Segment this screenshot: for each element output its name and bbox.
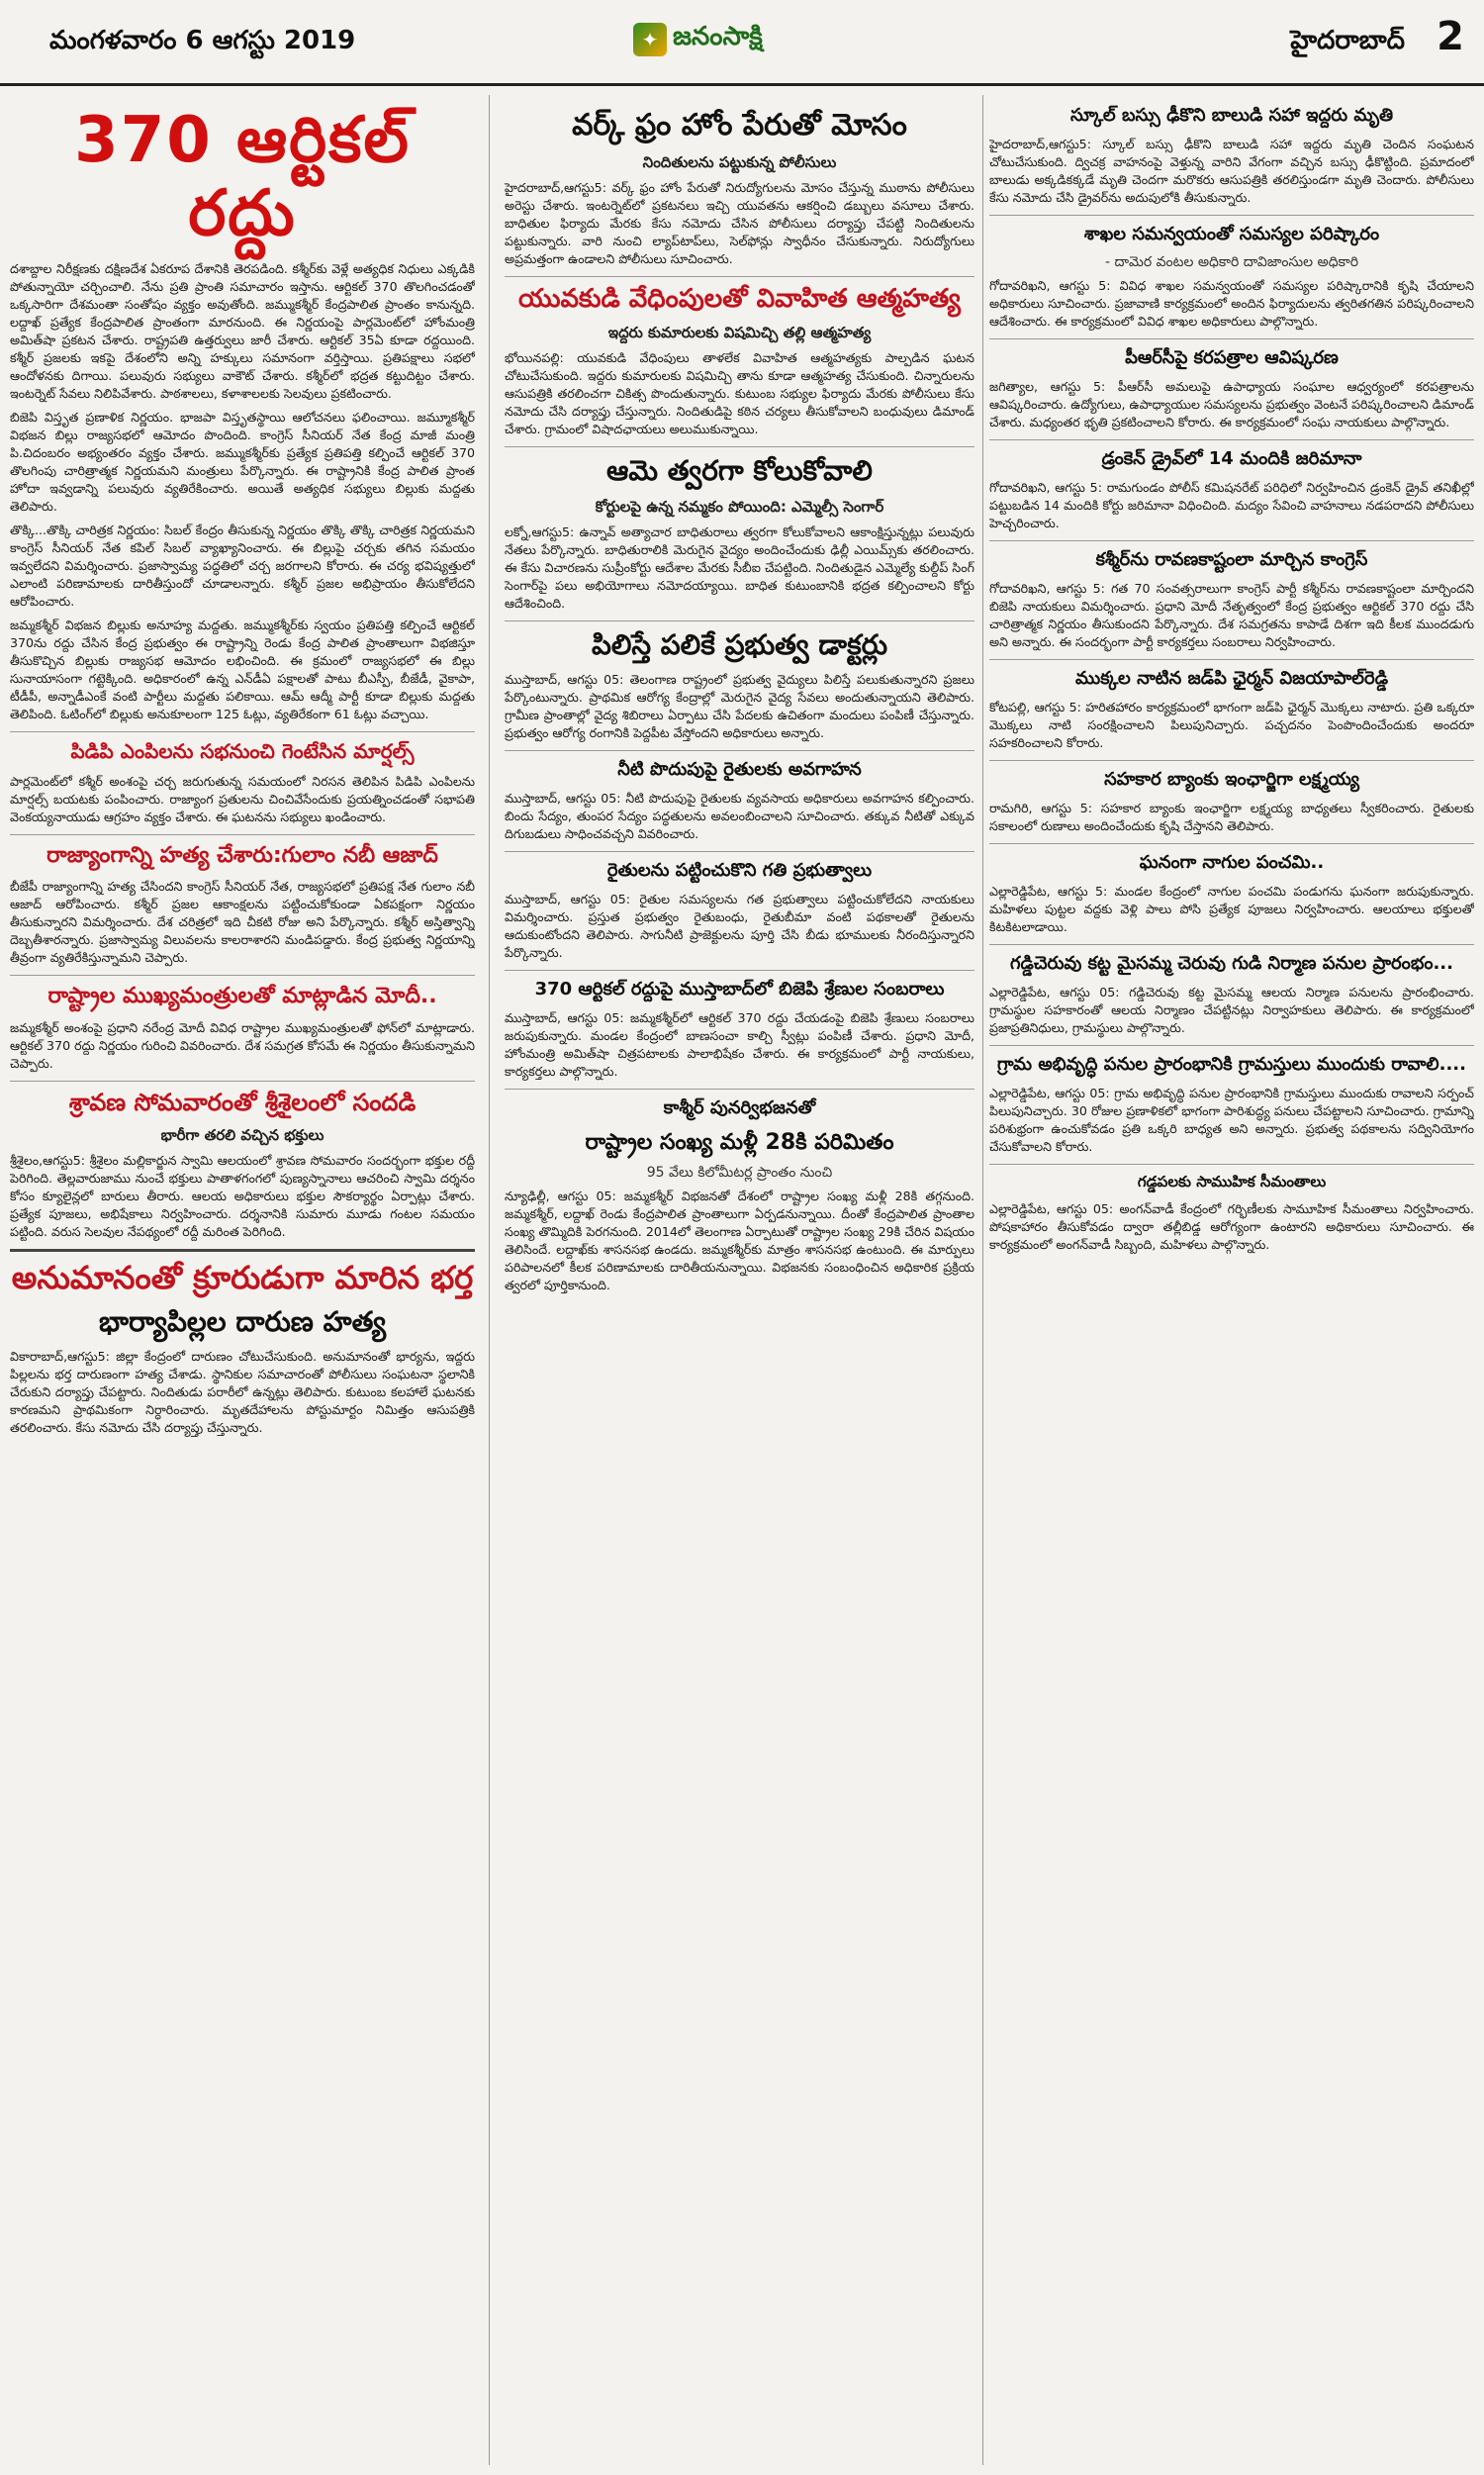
lead-headline: 370 ఆర్టికల్‌ రద్దు	[74, 104, 411, 250]
newspaper-logo	[633, 18, 763, 61]
article-body: హైదరాబాద్‌,ఆగస్టు5: వర్క్‌ ఫ్రం హోం పేరుతో నిరుద్యోగులను మోసం చేస్తున్న ముఠాను పోలీసులు అరెస్టు చేశారు. ఇంటర్నెట్‌లో ప్రకటనలు ఇచ్చి యువతను ఆకర్షించి డబ్బులు వసూలు చేశారు. బాధితుల ఫిర్యాదు మేరకు కేసు నమోదు చేసిన పోలీసులు దర్యాప్తు చేపట్టి నిందితులను పట్టుకున్నారు. వారి నుంచి ల్యాప్‌టాప్‌లు, సెల్‌ఫోన్లు స్వాధీనం చేసుకున్నారు. నిరుద్యోగులు అప్రమత్తంగా ఉండాలని పోలీసులు సూచించారు.	[505, 179, 974, 266]
divider	[505, 970, 974, 971]
column-3	[989, 95, 1474, 2465]
article-body: భోయినపల్లి: యువకుడి వేధింపులు తాళలేక వివాహిత ఆత్మహత్యకు పాల్పడిన ఘటన చోటుచేసుకుంది. ఇద్దరు కుమారులకు విషమిచ్చి తాను కూడా ఆత్మహత్య చేసుకుంది. చిన్నారులను ఆసుపత్రికి తరలించగా చికిత్స పొందుతున్నారు. కుటుంబ సభ్యుల ఫిర్యాదు మేరకు పోలీసులు కేసు నమోదు చేసి దర్యాప్తు చేస్తున్నారు. నిందితుడిపై కఠిన చర్యలు తీసుకోవాలని బంధువులు డిమాండ్‌ చేశారు. గ్రామంలో విషాదఛాయలు అలుముకున్నాయి.	[505, 350, 974, 437]
divider	[989, 439, 1474, 440]
divider	[10, 731, 475, 732]
article-headline: డ్రంకెన్‌ డ్రైవ్‌లో 14 మందికి జరిమానా	[1101, 448, 1362, 469]
article-body: గోదావరిఖని, ఆగస్టు 5: వివిధ శాఖల సమన్వయంతో సమస్యల పరిష్కారానికి కృషి చేయాలని అధికారులు సూచించారు. ప్రజావాణి కార్యక్రమంలో అందిన ఫిర్యాదులను త్వరితగతిన పరిష్కరించాలని ఆదేశించారు. ఈ కార్యక్రమంలో వివిధ శాఖల అధికారులు పాల్గొన్నారు.	[989, 278, 1474, 329]
article-headline: పిడిపి ఎంపిలను సభనుంచి గెంటేసిన మార్షల్స్‌	[70, 739, 415, 764]
article-body: ముస్తాబాద్‌, ఆగస్టు 05: రైతుల సమస్యలను గత ప్రభుత్వాలు పట్టించుకోలేదని నాయకులు విమర్శించారు. ప్రస్తుత ప్రభుత్వం రైతుబంధు, రైతుబీమా వంటి పథకాలతో రైతులను ఆదుకుంటోందని తెలిపారు. సాగునీటి ప్రాజెక్టులను పూర్తి చేసి బీడు భూములకు నీరందిస్తున్నారని పేర్కొన్నారు.	[505, 891, 974, 960]
article-headline: 370 ఆర్టికల్‌ రద్దుపై ముస్తాబాద్‌లో బిజెపి శ్రేణుల సంబరాలు	[534, 978, 945, 1000]
logo-text: జనంసాక్షి	[673, 22, 763, 51]
column-divider	[489, 95, 490, 2465]
divider	[505, 1089, 974, 1090]
article-headline: అనుమానంతో క్రూరుడుగా మారిన భర్త	[11, 1259, 474, 1297]
article-headline: స్కూల్‌ బస్సు ఢీకొని బాలుడి సహా ఇద్దరు మృతి	[1069, 105, 1394, 126]
article-headline: రాష్ట్రాల ముఖ్యమంత్రులతో మాట్లాడిన మోదీ..	[47, 984, 437, 1009]
article-headline: గడ్డపలకు సాముహిక సీమంతాలు	[1137, 1173, 1327, 1190]
article-headline: శాఖల సమన్వయంతో సమస్యల పరిష్కారం	[1083, 224, 1380, 244]
article-body: జమ్మకశ్మీర్‌ అంశంపై ప్రధాని నరేంద్ర మోదీ వివిధ రాష్ట్రాల ముఖ్యమంత్రులతో ఫోన్‌లో మాట్లాడారు. ఆర్టికల్‌ 370 రద్దు నిర్ణయం గురించి వివరించారు. దేశ సమగ్రత కోసమే ఈ నిర్ణయం తీసుకున్నామని చెప్పారు.	[10, 1019, 475, 1071]
divider	[989, 1164, 1474, 1165]
article-headline: గ్రామ అభివృద్ధి పనుల ప్రారంభానికి గ్రామస్తులు ముందుకు రావాలి....	[997, 1054, 1466, 1075]
article-subheadline: ఇద్దరు కుమారులకు విషమిచ్చి తల్లి ఆత్మహత్య	[607, 324, 872, 342]
article-headline: సహకార బ్యాంకు ఇంఛార్జిగా లక్ష్మయ్య	[1104, 769, 1359, 790]
article-body: వికారాబాద్‌,ఆగస్టు5: జిల్లా కేంద్రంలో దారుణం చోటుచేసుకుంది. అనుమానంతో భార్యను, ఇద్దరు పిల్లలను భర్త దారుణంగా హత్య చేశాడు. స్థానికుల సమాచారంతో పోలీసులు సంఘటనా స్థలానికి చేరుకుని దర్యాప్తు చేపట్టారు. నిందితుడు పరారీలో ఉన్నట్లు తెలిపారు. కుటుంబ కలహాలే ఘటనకు కారణమని ప్రాథమికంగా నిర్ధారించారు. మృతదేహాలను పోస్టుమార్టం నిమిత్తం ఆసుపత్రికి తరలించారు. కేసు నమోదు చేసి దర్యాప్తు చేస్తున్నారు.	[10, 1349, 475, 1436]
article-body: ఎల్లారెడ్డిపేట, ఆగస్టు 05: అంగన్‌వాడీ కేంద్రంలో గర్భిణీలకు సామూహిక సీమంతాలు నిర్వహించారు. పోషకాహారం తీసుకోవడం ద్వారా తల్లీబిడ్డ ఆరోగ్యంగా ఉంటారని అధికారులు సూచించారు. ఈ కార్యక్రమంలో అంగన్‌వాడీ సిబ్బంది, మహిళలు పాల్గొన్నారు.	[989, 1201, 1474, 1252]
article-headline: పీఆర్‌సీపై కరపత్రాల ఆవిష్కరణ	[1125, 347, 1339, 368]
article-headline: వర్క్‌ ఫ్రం హోం పేరుతో మోసం	[572, 108, 907, 143]
article-headline: కాశ్మీర్‌ పునర్విభజనతో	[663, 1096, 816, 1118]
article-body: న్యూఢిల్లీ, ఆగస్టు 05: జమ్మకశ్మీర్‌ విభజనతో దేశంలో రాష్ట్రాల సంఖ్య మళ్లీ 28కి తగ్గనుంది. జమ్మకశ్మీర్‌, లద్దాఖ్‌ రెండు కేంద్రపాలిత ప్రాంతాలుగా ఏర్పడనున్నాయి. దీంతో కేంద్రపాలిత ప్రాంతాల సంఖ్య తొమ్మిదికి పెరగనుంది. 2014లో తెలంగాణ ఏర్పాటుతో రాష్ట్రాల సంఖ్య 29కి చేరిన విషయం తెలిసిందే. లద్దాఖ్‌కు శాసనసభ ఉండదు. జమ్మకశ్మీర్‌కు మాత్రం శాసనసభ ఉంటుంది. ఈ మార్పులు పరిపాలనలో కీలక పరిణామాలకు దారితీయనున్నాయి. విభజనకు సంబంధించిన అధికారిక ప్రక్రియ త్వరలో పూర్తికానుంది.	[505, 1189, 974, 1293]
article-headline: ఆమె త్వరగా కోలుకోవాలి	[606, 454, 873, 488]
article-body: లక్నో,ఆగస్టు5: ఉన్నావ్‌ అత్యాచార బాధితురాలు త్వరగా కోలుకోవాలని ఆకాంక్షిస్తున్నట్లు పలువురు నేతలు పేర్కొన్నారు. బాధితురాలికి మెరుగైన వైద్యం అందించేందుకు ఢిల్లీ ఎయిమ్స్‌కు తరలించారు. ఈ కేసు విచారణను సుప్రీంకోర్టు ఆదేశాల మేరకు సీబీఐ చేపట్టింది. నిందితుడైన ఎమ్మెల్యే కుల్దీప్‌ సింగ్‌ సెంగార్‌పై పలు అభియోగాలు నమోదయ్యాయి. బాధిత కుటుంబానికి భద్రత కల్పించాలని కోర్టు ఆదేశించింది.	[505, 524, 974, 611]
article-subheadline: భార్యాపిల్లల దారుణ హత్య	[98, 1305, 387, 1339]
divider	[10, 1081, 475, 1082]
divider	[989, 1045, 1474, 1046]
article-body: బిజెపి విస్తృత ప్రణాళిక నిర్ణయం. భాజపా విస్తృతస్థాయి ఆలోచనలు ఫలించాయి. జమ్మూకశ్మీర్‌ విభజన బిల్లు రాజ్యసభలో ఆమోదం పొందింది. కాంగ్రెస్‌ సీనియర్‌ నేత కేంద్ర మాజీ మంత్రి పి.చిదంబరం అభ్యంతరం వ్యక్తం చేశారు. జమ్ముకశ్మీర్‌కు ప్రత్యేక ప్రతిపత్తి కల్పించే ఆర్టికల్‌ 370 తొలగింపు చారిత్రాత్మక నిర్ణయమని మంత్రులు పేర్కొన్నారు. ఈ రాష్ట్రానికి కేంద్ర పాలిత ప్రాంత హోదా ఇవ్వడాన్ని పలువురు వ్యతిరేకించారు. అయితే అత్యధిక సభ్యులు బిల్లుకు మద్దతు తెలిపారు.	[10, 410, 475, 515]
divider	[989, 843, 1474, 844]
article-body: ముస్తాబాద్‌, ఆగస్టు 05: నీటి పొదుపుపై రైతులకు వ్యవసాయ అధికారులు అవగాహన కల్పించారు. బిందు సేద్యం, తుంపర సేద్యం పద్ధతులను అవలంబించాలని సూచించారు. తక్కువ నీటితో ఎక్కువ దిగుబడులు సాధించవచ్చని వివరించారు.	[505, 790, 974, 841]
article-headline: రైతులను పట్టించుకొని గతి ప్రభుత్వాలు	[606, 859, 873, 881]
article-subheadline: భారీగా తరలి వచ్చిన భక్తులు	[160, 1126, 325, 1145]
article-body: గోదావరిఖని, ఆగస్టు 5: గత 70 సంవత్సరాలుగా కాంగ్రెస్‌ పార్టీ కశ్మీర్‌ను రావణకాష్టంలా మార్చిందని బిజెపి నాయకులు విమర్శించారు. ప్రధాని మోదీ నేతృత్వంలో కేంద్ర ప్రభుత్వం ఆర్టికల్‌ 370 రద్దు చేసి చారిత్రాత్మక నిర్ణయం తీసుకుందని పేర్కొన్నారు. దేశ సమగ్రతను కాపాడే దిశగా ఇది కీలక ముందడుగు అని అన్నారు. ఈ సందర్భంగా పార్టీ కార్యకర్తలు సంబరాలు నిర్వహించారు.	[989, 581, 1474, 649]
article-body: జగిత్యాల, ఆగస్టు 5: పీఆర్‌సీ అమలుపై ఉపాధ్యాయ సంఘాల ఆధ్వర్యంలో కరపత్రాలను ఆవిష్కరించారు. ఉద్యోగులు, ఉపాధ్యాయుల సమస్యలను ప్రభుత్వం వెంటనే పరిష్కరించాలని డిమాండ్‌ చేశారు. మధ్యంతర భృతి ప్రకటించాలని కోరారు. ఈ కార్యక్రమంలో సంఘ నాయకులు పాల్గొన్నారు.	[989, 379, 1474, 429]
divider	[989, 215, 1474, 216]
article-headline: గడ్డిచెరువు కట్ట మైసమ్మ చెరువు గుడి నిర్మాణ పనుల ప్రారంభం...	[1010, 953, 1453, 974]
article-body: హైదరాబాద్‌,ఆగస్టు5: స్కూల్‌ బస్సు ఢీకొని బాలుడి సహా ఇద్దరు మృతి చెందిన సంఘటన చోటుచేసుకుంది. ద్విచక్ర వాహనంపై వెళ్తున్న వారిని వేగంగా వచ్చిన బస్సు ఢీకొట్టింది. ప్రమాదంలో బాలుడు అక్కడికక్కడే మృతి చెందగా మరొకరు ఆసుపత్రికి తరలిస్తుండగా మృతి చెందారు. పోలీసులు కేసు నమోదు చేసి డ్రైవర్‌ను అదుపులోకి తీసుకున్నారు.	[989, 137, 1474, 205]
column-2	[505, 95, 974, 2465]
article-body: ముస్తాబాద్‌, ఆగస్టు 05: జమ్మకశ్మీర్‌లో ఆర్టికల్‌ 370 రద్దు చేయడంపై బిజెపి శ్రేణులు సంబరాలు జరుపుకున్నారు. మండల కేంద్రంలో బాణసంచా కాల్చి స్వీట్లు పంపిణీ చేశారు. ప్రధాని మోదీ, హోంమంత్రి అమిత్‌షా చిత్రపటాలకు పాలాభిషేకం చేశారు. ఈ కార్యక్రమంలో పార్టీ నాయకులు, కార్యకర్తలు పాల్గొన్నారు.	[505, 1009, 974, 1079]
divider	[10, 1249, 475, 1252]
article-body: తొక్కి...తొక్కి చారిత్రక నిర్ణయం: సిబల్‌ కేంద్రం తీసుకున్న నిర్ణయం తొక్కి తొక్కి చారిత్రక నిర్ణయమని కాంగ్రెస్‌ సీనియర్‌ నేత కపిల్‌ సిబల్‌ వ్యాఖ్యానించారు. ఈ బిల్లుపై చర్చకు తగిన సమయం ఇవ్వలేదని విమర్శించారు. ప్రజాస్వామ్య పద్ధతిలో చర్చ జరగాలని కోరారు. ఈ చర్య భవిష్యత్తులో ఎలాంటి పరిణామాలకు దారితీస్తుందో చూడాలన్నారు. కశ్మీర్‌ ప్రజల అభిప్రాయం తీసుకోలేదని ఆరోపించారు.	[10, 523, 475, 610]
article-byline: - దామెర వంటల అధికారి దావిజాంసుల అధికారి	[1104, 254, 1359, 270]
divider	[505, 620, 974, 621]
masthead	[0, 0, 1484, 86]
divider	[505, 851, 974, 852]
article-headline: యువకుడి వేధింపులతో వివాహిత ఆత్మహత్య	[518, 283, 961, 314]
page-number: 2	[1437, 14, 1464, 59]
article-subheadline: రాష్ట్రాల సంఖ్య మళ్లీ 28కి పరిమితం	[585, 1129, 894, 1155]
article-body: ఎల్లారెడ్డిపేట, ఆగస్టు 05: గడ్డిచెరువు కట్ట మైసమ్మ ఆలయ నిర్మాణ పనులను ప్రారంభించారు. గ్రామస్థుల సహకారంతో ఆలయ నిర్మాణం చేపట్టినట్లు నిర్వాహకులు తెలిపారు. ఈ కార్యక్రమంలో ప్రజాప్రతినిధులు, గ్రామస్థులు పాల్గొన్నారు.	[989, 985, 1474, 1035]
divider	[10, 834, 475, 835]
article-headline: రాజ్యాంగాన్ని హత్య చేశారు:గులాం నబీ ఆజాద్‌	[46, 843, 438, 869]
divider	[10, 975, 475, 976]
article-body: రామగిరి, ఆగస్టు 5: సహకార బ్యాంకు ఇంఛార్జిగా లక్ష్మయ్య బాధ్యతలు స్వీకరించారు. రైతులకు సకాలంలో రుణాలు అందించేందుకు కృషి చేస్తానని తెలిపారు.	[989, 801, 1474, 833]
article-body: కోటపల్లి, ఆగస్టు 5: హరితహారం కార్యక్రమంలో భాగంగా జడ్‌పి ఛైర్మన్‌ మొక్కలు నాటారు. ప్రతి ఒక్కరూ మొక్కలు నాటి సంరక్షించాలని పిలుపునిచ్చారు. పచ్చదనం పెంపొందించేందుకు అందరూ సహకరించాలని కోరారు.	[989, 700, 1474, 750]
article-body: జమ్మకశ్మీర్‌ విభజన బిల్లుకు అనూహ్య మద్దతు. జమ్ముకశ్మీర్‌కు స్వయం ప్రతిపత్తి కల్పించే ఆర్టికల్‌ 370ను రద్దు చేసిన కేంద్ర ప్రభుత్వం ఈ రాష్ట్రాన్ని రెండు కేంద్ర పాలిత ప్రాంతాలుగా విభజిస్తూ తీసుకొచ్చిన బిల్లుకు రాజ్యసభ ఆమోదం లభించింది. ఈ క్రమంలో రాజ్యసభలో ఈ బిల్లు సునాయాసంగా గట్టెక్కింది. అధికారంలో ఉన్న ఎన్‌డీఏ పక్షాలతో పాటు బీఎస్పీ, బీజేడీ, వైకాపా, టీడీపీ, అన్నాడీఎంకే వంటి పార్టీలు మద్దతు పలికాయి. ఆమ్‌ ఆద్మీ పార్టీ కూడా బిల్లుకు మద్దతు తెలిపింది. ఓటింగ్‌లో బిల్లుకు అనుకూలంగా 125 ఓట్లు, వ్యతిరేకంగా 61 ఓట్లు వచ్చాయి.	[10, 618, 475, 722]
article-body: ఎల్లారెడ్డిపేట, ఆగస్టు 05: గ్రామ అభివృద్ధి పనుల ప్రారంభానికి గ్రామస్తులు ముందుకు రావాలని సర్పంచ్‌ పిలుపునిచ్చారు. 30 రోజుల ప్రణాళికలో భాగంగా పారిశుద్ధ్య పనులు చేపట్టాలని సూచించారు. గ్రామాన్ని పరిశుభ్రంగా ఉంచుకోవడం ప్రతి ఒక్కరి బాధ్యత అని అన్నారు. ప్రభుత్వ పథకాలను సద్వినియోగం చేసుకోవాలని కోరారు.	[989, 1086, 1474, 1154]
divider	[989, 944, 1474, 945]
divider	[989, 540, 1474, 541]
article-headline: నీటి పొదుపుపై రైతులకు అవగాహన	[617, 758, 862, 780]
article-byline: 95 వేలు కిలోమీటర్ల ప్రాంతం నుంచి	[646, 1165, 833, 1182]
article-body: ముస్తాబాద్‌, ఆగస్టు 05: తెలంగాణ రాష్ట్రంలో ప్రభుత్వ వైద్యులు పిలిస్తే పలుకుతున్నారని ప్రజలు పేర్కొంటున్నారు. ప్రాథమిక ఆరోగ్య కేంద్రాల్లో మెరుగైన వైద్య సేవలు అందుతున్నాయని తెలిపారు. గ్రామీణ ప్రాంతాల్లో వైద్య శిబిరాలు ఏర్పాటు చేసి పేదలకు ఉచితంగా మందులు పంపిణీ చేస్తున్నారు. ప్రభుత్వం ఆరోగ్య రంగానికి పెద్దపీట వేస్తోందని అధికారులు అన్నారు.	[505, 671, 974, 740]
column-divider	[982, 95, 983, 2465]
article-headline: కశ్మీర్‌ను రావణకాష్టంలా మార్చిన కాంగ్రెస్‌	[1095, 549, 1368, 570]
article-body: పార్లమెంట్‌లో కశ్మీర్‌ అంశంపై చర్చ జరుగుతున్న సమయంలో నిరసన తెలిపిన పిడిపి ఎంపిలను మార్షల్స్‌ బయటకు పంపించారు. రాజ్యాంగ ప్రతులను చించివేసేందుకు ప్రయత్నించడంతో సభాపతి వెంకయ్యనాయుడు ఆగ్రహం వ్యక్తం చేశారు. ఈ ఘటనను సభ్యులు ఖండించారు.	[10, 774, 475, 825]
article-body: ఎల్లారెడ్డిపేట, ఆగస్టు 5: మండల కేంద్రంలో నాగుల పంచమి పండుగను ఘనంగా జరుపుకున్నారు. మహిళలు పుట్టల వద్దకు వెళ్లి పాలు పోసి ప్రత్యేక పూజలు నిర్వహించారు. ఆలయాలు భక్తులతో కిటకిటలాడాయి.	[989, 884, 1474, 934]
article-body: బీజేపీ రాజ్యాంగాన్ని హత్య చేసిందని కాంగ్రెస్‌ సీనియర్‌ నేత, రాజ్యసభలో ప్రతిపక్ష నేత గులాం నబీ ఆజాద్‌ ఆరోపించారు. కశ్మీర్‌ ప్రజల ఆకాంక్షలను పట్టించుకోకుండా ఏకపక్షంగా నిర్ణయం తీసుకున్నారని విమర్శించారు. దేశ చరిత్రలో ఇది చీకటి రోజు అని పేర్కొన్నారు. కశ్మీర్‌ అస్తిత్వాన్ని దెబ్బతీశారన్నారు. ప్రజాస్వామ్య విలువలను కాలరాశారని మండిపడ్డారు. కేంద్ర ప్రభుత్వ నిర్ణయాన్ని తీవ్రంగా వ్యతిరేకిస్తున్నామని చెప్పారు.	[10, 879, 475, 966]
divider	[989, 338, 1474, 339]
divider	[989, 760, 1474, 761]
article-headline: ఘనంగా నాగుల పంచమి..	[1139, 852, 1325, 873]
divider	[505, 750, 974, 751]
issue-date: మంగళవారం 6 ఆగస్టు 2019	[49, 26, 356, 55]
article-headline: శ్రావణ సోమవారంతో శ్రీశైలంలో సందడి	[68, 1088, 417, 1116]
logo-icon: ✦	[633, 23, 667, 56]
article-body: గోదావరిఖని, ఆగస్టు 5: రామగుండం పోలీస్‌ కమిషనరేట్‌ పరిధిలో నిర్వహించిన డ్రంకెన్‌ డ్రైవ్‌ తనిఖీల్లో పట్టుబడిన 14 మందికి కోర్టు జరిమానా విధించింది. మద్యం సేవించి వాహనాలు నడపరాదని పోలీసులు హెచ్చరించారు.	[989, 480, 1474, 530]
article-subheadline: నిందితులను పట్టుకున్న పోలీసులు	[642, 152, 837, 171]
divider	[505, 276, 974, 277]
edition-city: హైదరాబాద్	[1290, 26, 1405, 55]
article-headline: ముక్కల నాటిన జడ్‌పి ఛైర్మన్‌ విజయాపాల్‌రెడ్డి	[1074, 668, 1389, 689]
article-body: శ్రీశైలం,ఆగస్టు5: శ్రీశైలం మల్లికార్జున స్వామి ఆలయంలో శ్రావణ సోమవారం సందర్భంగా భక్తుల రద్దీ పెరిగింది. తెల్లవారుజాము నుంచే భక్తులు పాతాళగంగలో పుణ్యస్నానాలు ఆచరించి స్వామి దర్శనం కోసం క్యూలైన్లలో బారులు తీరారు. ఆలయ అధికారులు భక్తుల సౌకర్యార్థం ఏర్పాట్లు చేశారు. ప్రత్యేక పూజలు, అభిషేకాలు నిర్వహించారు. దర్శనానికి సుమారు మూడు గంటల సమయం పట్టింది. వరుస సెలవుల నేపథ్యంలో రద్దీ మరింత పెరిగింది.	[10, 1153, 475, 1240]
column-1	[10, 95, 475, 2465]
article-headline: పిలిస్తే పలికే ప్రభుత్వ డాక్టర్లు	[591, 627, 888, 661]
article-body: దశాబ్దాల నిరీక్షణకు దక్షిణదేశ ఏకరూప దేశానికి తెరపడింది. కశ్మీర్‌కు వెళ్లే అత్యధిక నిధులు ఎక్కడికి పోతున్నాయో చర్చించాలి. నేను ప్రతి ప్రాంతి సమాచారం ఇస్తాను. ఆర్టికల్‌ 370 తొలగించడంతో ఒక్కసారిగా దేశమంతా సంతోషం వ్యక్తం అవుతోంది. జమ్ముకశ్మీర్‌ కేంద్రపాలిత ప్రాంతం కానున్నది. లద్దాఖ్‌ ప్రత్యేక కేంద్రపాలిత ప్రాంతంగా మారనుంది. ఈ నిర్ణయంపై పార్లమెంట్‌లో హోంమంత్రి అమిత్‌షా ప్రకటన చేశారు. రాష్ట్రపతి ఉత్తర్వులు జారీ చేశారు. ఆర్టికల్‌ 35ఏ కూడా రద్దయింది. కశ్మీర్‌ ప్రజలకు ఇకపై దేశంలోని అన్ని హక్కులు సమానంగా వర్తిస్తాయి. ప్రతిపక్షాలు సభలో ఆందోళనకు దిగాయి. పలువురు సభ్యులు వాకౌట్‌ చేశారు. కశ్మీర్‌లో భద్రత కట్టుదిట్టం చేశారు. ఇంటర్నెట్‌ సేవలు నిలిపివేశారు. పాఠశాలలు, కళాశాలలకు సెలవులు ప్రకటించారు.	[10, 261, 475, 402]
divider	[505, 446, 974, 447]
divider	[989, 659, 1474, 660]
article-subheadline: కోర్టులపై ఉన్న నమ్మకం పోయింది: ఎమ్మెల్సీ సెంగార్‌	[595, 497, 884, 516]
